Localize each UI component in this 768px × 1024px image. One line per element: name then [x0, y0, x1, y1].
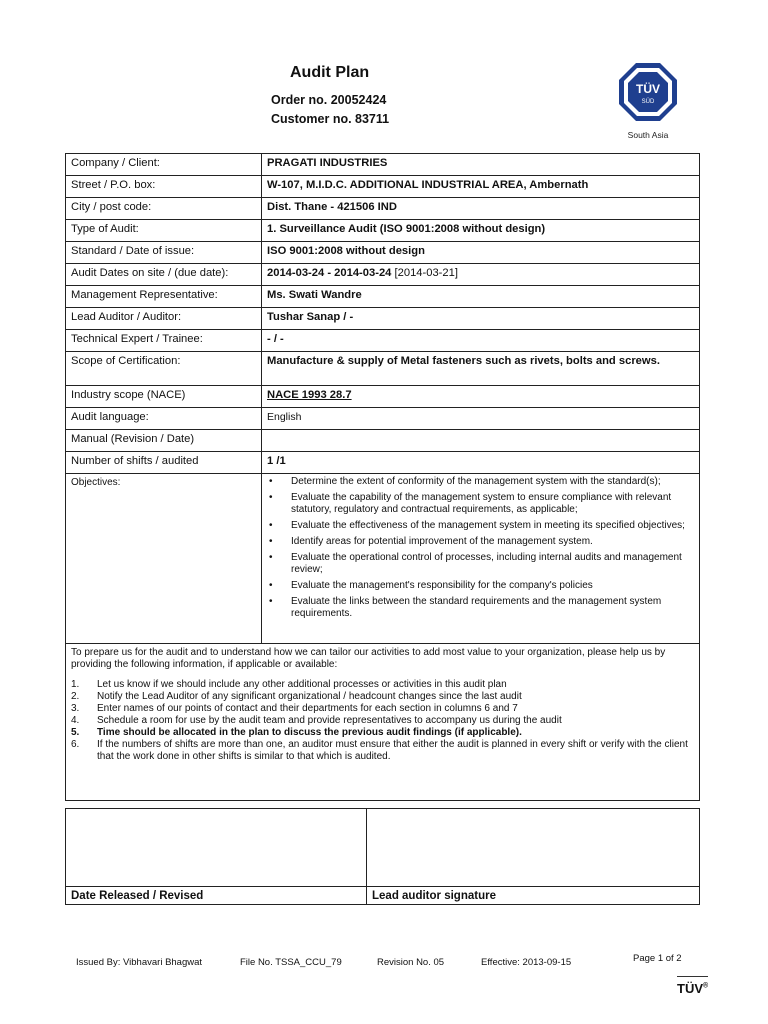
preparation-cell	[66, 644, 700, 801]
logo-caption: South Asia	[627, 130, 669, 140]
step-text: Let us know if we should include any other additional processes or activities in this audit plan	[97, 679, 507, 690]
effective-date: Effective: 2013-09-15	[481, 957, 572, 968]
date-released-box[interactable]	[66, 809, 367, 887]
row-label: Audit Dates on site / (due date):	[66, 264, 262, 286]
table-row	[66, 386, 700, 408]
step-number: 3.	[71, 703, 80, 714]
row-value: W-107, M.I.D.C. ADDITIONAL INDUSTRIAL AREA, Ambernath	[262, 176, 700, 198]
row-value: English	[262, 408, 700, 430]
signature-table	[65, 808, 700, 905]
list-item	[71, 703, 694, 715]
row-label: Scope of Certification:	[66, 352, 262, 386]
bullet-icon: •	[269, 492, 273, 503]
row-label: Company / Client:	[66, 154, 262, 176]
row-label: Standard / Date of issue:	[66, 242, 262, 264]
tuv-sud-logo	[611, 62, 685, 140]
objectives-row	[66, 474, 700, 644]
objectives-label: Objectives:	[66, 474, 262, 644]
row-value: Manufacture & supply of Metal fasteners such as rivets, bolts and screws.	[262, 352, 700, 386]
step-text: Time should be allocated in the plan to discuss the previous audit findings (if applicable).	[97, 727, 522, 738]
preparation-steps	[71, 679, 694, 763]
list-item	[267, 492, 694, 516]
table-row	[66, 452, 700, 474]
document-title: Audit Plan	[290, 64, 370, 81]
row-label: Management Representative:	[66, 286, 262, 308]
objective-text: Identify areas for potential improvement of the management system.	[291, 536, 593, 547]
row-label: City / post code:	[66, 198, 262, 220]
table-row	[66, 430, 700, 452]
signature-box[interactable]	[367, 809, 700, 887]
audit-details-table	[65, 153, 700, 801]
row-value: 1. Surveillance Audit (ISO 9001:2008 without design)	[262, 220, 700, 242]
bullet-icon: •	[269, 596, 273, 607]
page-number: Page 1 of 2	[633, 953, 682, 964]
list-item	[71, 715, 694, 727]
objective-text: Evaluate the effectiveness of the management system in meeting its specified objectives;	[291, 520, 685, 531]
date-released-label: Date Released / Revised	[66, 887, 367, 905]
preparation-row	[66, 644, 700, 801]
footer-brand	[677, 976, 708, 996]
table-row	[66, 264, 700, 286]
bullet-icon: •	[269, 536, 273, 547]
objective-text: Evaluate the management's responsibility for the company's policies	[291, 580, 593, 591]
list-item	[267, 552, 694, 576]
signature-label-row	[66, 887, 700, 905]
table-row	[66, 154, 700, 176]
table-row	[66, 286, 700, 308]
step-text: Schedule a room for use by the audit team and provide representatives to accompany us during the audit	[97, 715, 562, 726]
list-item	[71, 679, 694, 691]
table-row	[66, 308, 700, 330]
row-value: Dist. Thane - 421506 IND	[262, 198, 700, 220]
objectives-list-cell	[262, 474, 700, 644]
list-item	[267, 476, 694, 488]
bullet-icon: •	[269, 476, 273, 487]
registered-mark: ®	[703, 982, 709, 990]
row-value: NACE 1993 28.7	[262, 386, 700, 408]
step-number: 4.	[71, 715, 80, 726]
table-row	[66, 330, 700, 352]
customer-number: Customer no. 83711	[271, 112, 390, 126]
list-item	[267, 596, 694, 620]
row-value: - / -	[262, 330, 700, 352]
row-value: Tushar Sanap / -	[262, 308, 700, 330]
row-label: Audit language:	[66, 408, 262, 430]
step-text: Enter names of our points of contact and their departments for each section in columns 6 and 7	[97, 703, 518, 714]
bullet-icon: •	[269, 580, 273, 591]
table-row	[66, 198, 700, 220]
row-label: Type of Audit:	[66, 220, 262, 242]
row-label: Number of shifts / audited	[66, 452, 262, 474]
revision-number: Revision No. 05	[377, 957, 445, 968]
table-row	[66, 242, 700, 264]
brand-text: TÜV	[677, 981, 703, 996]
step-text: Notify the Lead Auditor of any significant organizational / headcount changes since the last audit	[97, 691, 522, 702]
objective-text: Determine the extent of conformity of the management system with the standard(s);	[291, 476, 661, 487]
bullet-icon: •	[269, 520, 273, 531]
table-row	[66, 176, 700, 198]
objective-text: Evaluate the operational control of processes, including internal audits and management review;	[291, 552, 682, 575]
row-value: PRAGATI INDUSTRIES	[262, 154, 700, 176]
row-value	[262, 430, 700, 452]
list-item	[71, 727, 694, 739]
objective-text: Evaluate the capability of the management system to ensure compliance with relevant statutory, regulatory and contractual requirements, as applicable;	[291, 492, 672, 515]
list-item	[267, 520, 694, 532]
lead-auditor-signature-label: Lead auditor signature	[367, 887, 700, 905]
row-value: Ms. Swati Wandre	[262, 286, 700, 308]
bullet-icon: •	[269, 552, 273, 563]
due-date: [2014-03-21]	[394, 267, 458, 279]
step-number: 5.	[71, 727, 80, 738]
row-label: Street / P.O. box:	[66, 176, 262, 198]
step-number: 6.	[71, 739, 80, 750]
file-number: File No. TSSA_CCU_79	[240, 957, 342, 968]
logo-text-sud: SÜD	[641, 99, 655, 105]
signature-space-row	[66, 809, 700, 887]
step-text: If the numbers of shifts are more than one, an auditor must ensure that either the audit is planned in every shift or verify with the client that the work done in other shifts is similar to that which is audited.	[97, 739, 688, 762]
list-item	[71, 739, 694, 763]
step-number: 1.	[71, 679, 80, 690]
row-value: ISO 9001:2008 without design	[262, 242, 700, 264]
row-label: Manual (Revision / Date)	[66, 430, 262, 452]
objective-text: Evaluate the links between the standard requirements and the management system requirements.	[291, 596, 662, 619]
step-number: 2.	[71, 691, 80, 702]
row-value	[262, 264, 700, 286]
logo-text-tuv: TÜV	[636, 82, 660, 96]
issued-by: Issued By: Vibhavari Bhagwat	[76, 957, 203, 968]
row-label: Lead Auditor / Auditor:	[66, 308, 262, 330]
tuv-octagon-icon	[618, 62, 678, 122]
list-item	[267, 536, 694, 548]
objectives-list	[267, 476, 694, 620]
table-row	[66, 220, 700, 242]
list-item	[267, 580, 694, 592]
order-number: Order no. 20052424	[271, 93, 387, 107]
row-value: 1 /1	[262, 452, 700, 474]
list-item	[71, 691, 694, 703]
row-label: Industry scope (NACE)	[66, 386, 262, 408]
preparation-intro: To prepare us for the audit and to understand how we can tailor our activities to add most value to your organization, please help us by providing the following information, if applicable or available:	[71, 647, 666, 670]
row-label: Technical Expert / Trainee:	[66, 330, 262, 352]
table-row	[66, 408, 700, 430]
table-row	[66, 352, 700, 386]
audit-dates: 2014-03-24 - 2014-03-24	[267, 267, 392, 279]
